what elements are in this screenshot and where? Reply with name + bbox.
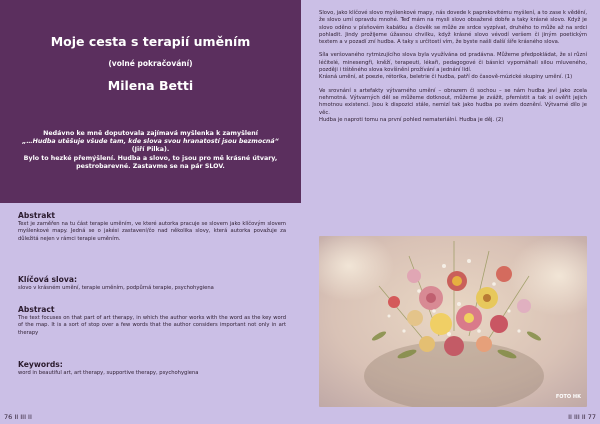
body-paragraph: Hudba je naproti tomu na první pohled nemateriální. Hudba je děj. (2): [319, 116, 504, 123]
body-paragraph: Ve srovnání s artefakty výtvarného umění – obrazem či sochou – se nám hudba jeví jako zcela nehmotná. Výtvarných děl se můžeme dotknout, můžeme je zvážit, přemístit a tak si ověřit jejich hmotnou existenci. Jsou k dispozici stále, nemizí tak jako hudba po svém doznění. Výtvarné dílo je věc.: [319, 87, 587, 116]
body-paragraph: Síla veršovaného rytmizujícího slova byla využívána od pradávna. Můžeme předpokládat, že si různí léčitelé, minesengři, kněží, terapeuti, lékaři, pedagogové či básníci vypomáhali silou mluveného, později i tištěného slova kovíšnění prožívání a jednání lidí.: [319, 52, 587, 74]
keywords-text: word in beautiful art, art therapy, supportive therapy, psychohygiena: [18, 370, 199, 376]
body-paragraph: Slovo, jako klíčové slovo myšlenkové mapy, nás dovede k paprskovitému myšlení, a to zase k vědění, že slovo umí opravdu mnohé. Teď mám na mysli slovo obsažené dobře a taky krásné slovo. Když je slovo oděno v písňovém kabátku a člověk se může ze srdce vyzpívat, druhého to může až na srdci pohladit. Jindy prožijeme úžasnou chvilku, když krásné slovo vévodí veršem či jiným poetickým textem a v pozadí zní hudba. A taky s určitostí vím, že byste našli další šíře krásného slova.: [319, 10, 587, 46]
abstrakt-section: [18, 211, 286, 243]
abstrakt-heading: Abstrakt: [18, 211, 56, 220]
page-number-left: 76 II III II: [4, 413, 32, 421]
title-block: [0, 0, 301, 203]
body-paragraph: Krásná umění, at poezie, rétorika, beletrie či hudba, patří do časově-múzické skupiny umění. (1): [319, 74, 573, 81]
photo-credit: FOTO HK: [555, 394, 581, 400]
article-body: [319, 10, 587, 130]
abstract-text: The text focuses on that part of art therapy, in which the author works with the word as the key word of the map. It is a sort of stop over a few words that the author considers important not only in art therapy: [18, 315, 286, 336]
intro-quote: „…Hudba utěšuje všude tam, kde slova svou hranatostí jsou bezmocná“: [22, 138, 279, 146]
intro-line-1: Nedávno ke mně doputovala zajímavá myšlenka k zamyšlení: [43, 130, 258, 137]
right-page: [301, 0, 600, 424]
abstract-section: [18, 305, 286, 337]
klicova-slova-section: [18, 275, 286, 292]
intro-line-2: Bylo to hezké přemýšlení. Hudba a slovo, to jsou pro mě krásné útvary, pestrobarevné. Zastavme se na pár SLOV.: [23, 154, 278, 170]
klicova-slova-heading: Klíčová slova:: [18, 275, 77, 284]
article-title: Moje cesta s terapií uměním: [50, 34, 251, 49]
intro-text: [18, 130, 283, 171]
page-number-right: II III II 77: [568, 413, 596, 421]
keywords-heading: Keywords:: [18, 360, 63, 369]
author-name: Milena Betti: [107, 78, 194, 93]
dried-flowers-image: [319, 236, 587, 407]
klicova-slova-text: slovo v krásném umění, terapie uměním, podpůrná terapie, psychohygiena: [18, 285, 214, 291]
abstract-heading: Abstract: [18, 305, 55, 314]
article-subtitle: (volné pokračování): [108, 59, 193, 68]
flower-photo: [319, 236, 587, 407]
keywords-section: [18, 360, 286, 377]
intro-quote-source: (Jiří Pilka).: [131, 146, 170, 154]
abstrakt-text: Text je zaměřen na tu část terapie uměním, ve které autorka pracuje se slovem jako klíčovým slovem myšlenkové mapy. Jedná se o jakési zastavení/čo nad několika slovy, která autorka považuje za důležitá nejen v rámci terapie uměním.: [18, 221, 286, 242]
